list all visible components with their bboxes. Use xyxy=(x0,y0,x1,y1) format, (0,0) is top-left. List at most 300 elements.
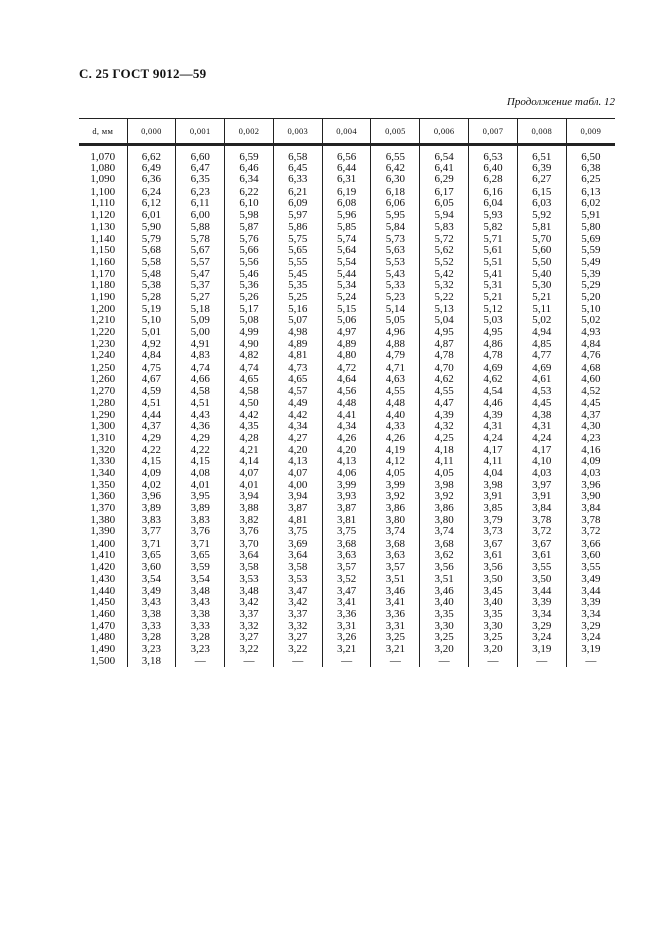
table-row xyxy=(79,198,615,209)
diameter-cell: 1,210 xyxy=(90,314,116,327)
value-cell: 5,32 xyxy=(420,280,469,291)
value-cell: 3,94 xyxy=(273,491,322,502)
value-cell: 4,62 xyxy=(469,374,518,385)
value-cell: 4,42 xyxy=(225,410,274,421)
value-cell: — xyxy=(371,656,420,667)
value-cell: 5,58 xyxy=(127,256,176,269)
value-cell: 4,86 xyxy=(469,339,518,350)
value-cell: 6,49 xyxy=(127,163,176,174)
diameter-cell: 1,230 xyxy=(90,338,116,351)
value-cell: 5,80 xyxy=(566,221,615,234)
value-cell: 3,26 xyxy=(322,632,371,643)
value-cell: 5,90 xyxy=(127,221,176,234)
diameter-cell: 1,160 xyxy=(90,256,116,269)
value-cell: 3,19 xyxy=(566,643,615,656)
diameter-cell: 1,120 xyxy=(90,208,116,221)
value-cell: 3,73 xyxy=(469,526,518,537)
value-cell: 3,72 xyxy=(517,526,566,537)
value-cell: 6,54 xyxy=(420,152,469,163)
value-cell: 6,24 xyxy=(127,186,176,199)
value-cell: 3,38 xyxy=(127,608,176,621)
value-cell: 5,35 xyxy=(273,280,322,291)
value-cell: 4,89 xyxy=(322,339,371,350)
diameter-cell: 1,480 xyxy=(90,631,116,644)
value-cell: 3,87 xyxy=(273,502,322,515)
value-cell: 5,95 xyxy=(371,210,420,221)
value-cell: 5,82 xyxy=(469,221,518,234)
value-cell: 5,33 xyxy=(371,280,420,291)
value-cell: 5,65 xyxy=(273,245,322,256)
value-cell: 4,49 xyxy=(273,397,322,410)
value-cell: 4,19 xyxy=(371,445,420,456)
value-cell: 4,24 xyxy=(469,432,518,445)
value-cell: 4,69 xyxy=(469,362,518,375)
value-cell: 6,28 xyxy=(469,174,518,185)
value-cell: 6,17 xyxy=(420,186,469,199)
value-cell: 5,75 xyxy=(273,234,322,245)
value-cell: 3,28 xyxy=(127,632,176,643)
value-cell: 3,94 xyxy=(225,491,274,502)
value-cell: 4,78 xyxy=(469,350,518,361)
value-cell: 4,53 xyxy=(517,386,566,397)
value-cell: 5,93 xyxy=(469,210,518,221)
value-cell: 5,56 xyxy=(225,256,274,269)
value-cell: 5,70 xyxy=(517,234,566,245)
value-cell: 5,92 xyxy=(517,210,566,221)
diameter-cell: 1,110 xyxy=(90,197,115,210)
value-cell: 3,32 xyxy=(273,621,322,632)
value-cell: 4,67 xyxy=(127,374,176,385)
value-cell: 4,28 xyxy=(225,432,274,445)
value-cell: 3,65 xyxy=(127,550,176,561)
value-cell: — xyxy=(225,656,274,667)
table-row xyxy=(79,245,615,256)
value-cell: 4,62 xyxy=(420,374,469,385)
value-cell: 3,71 xyxy=(176,538,225,551)
value-cell: 5,21 xyxy=(517,291,566,304)
value-cell: 6,15 xyxy=(517,186,566,199)
value-cell: 3,97 xyxy=(517,480,566,491)
value-cell: 3,51 xyxy=(371,573,420,586)
value-cell: 6,22 xyxy=(225,186,274,199)
value-cell: 5,22 xyxy=(420,291,469,304)
diameter-cell: 1,180 xyxy=(90,279,116,292)
value-cell: 4,45 xyxy=(566,397,615,410)
value-cell: 3,48 xyxy=(176,586,225,597)
value-cell: 3,80 xyxy=(420,515,469,526)
value-cell: 3,55 xyxy=(517,562,566,573)
value-cell: 3,53 xyxy=(273,573,322,586)
diameter-cell: 1,370 xyxy=(90,502,116,515)
value-cell: 4,24 xyxy=(517,432,566,445)
value-cell: 3,48 xyxy=(225,586,274,597)
value-cell: 6,34 xyxy=(225,174,274,185)
value-cell: 4,45 xyxy=(517,397,566,410)
value-cell: 3,71 xyxy=(127,538,176,551)
value-cell: 5,06 xyxy=(322,315,371,326)
value-cell: 4,38 xyxy=(517,410,566,421)
value-cell: — xyxy=(322,656,371,667)
value-cell: 6,59 xyxy=(225,152,274,163)
value-cell: 4,07 xyxy=(273,467,322,480)
value-cell: 6,36 xyxy=(127,174,176,185)
column-header: 0,004 xyxy=(322,119,371,145)
value-cell: 6,04 xyxy=(469,198,518,209)
value-cell: 6,23 xyxy=(176,186,225,199)
value-cell: 6,60 xyxy=(176,152,225,163)
diameter-cell: 1,450 xyxy=(90,595,116,608)
diameter-cell: 1,140 xyxy=(90,232,116,245)
diameter-cell: 1,090 xyxy=(90,173,116,186)
value-cell: 4,10 xyxy=(517,456,566,467)
value-cell: 3,24 xyxy=(566,632,615,643)
table-row xyxy=(79,315,615,326)
value-cell: 3,44 xyxy=(566,586,615,597)
table-row xyxy=(79,397,615,410)
value-cell: 4,08 xyxy=(176,467,225,480)
value-cell: 5,03 xyxy=(469,315,518,326)
diameter-cell: 1,190 xyxy=(90,291,116,304)
value-cell: 4,11 xyxy=(420,456,469,467)
value-cell: 4,52 xyxy=(566,386,615,397)
value-cell: 3,96 xyxy=(127,491,176,502)
value-cell: 6,01 xyxy=(127,210,176,221)
value-cell: 5,55 xyxy=(273,256,322,269)
value-cell: 3,50 xyxy=(517,573,566,586)
value-cell: 3,37 xyxy=(225,608,274,621)
value-cell: 4,73 xyxy=(273,362,322,375)
value-cell: 4,51 xyxy=(176,397,225,410)
table-row xyxy=(79,174,615,185)
value-cell: 3,65 xyxy=(176,550,225,561)
value-cell: 4,98 xyxy=(273,326,322,339)
value-cell: 5,38 xyxy=(127,280,176,291)
value-cell: 5,40 xyxy=(517,269,566,280)
value-cell: 5,62 xyxy=(420,245,469,256)
value-cell: 3,59 xyxy=(176,562,225,573)
value-cell: 4,82 xyxy=(225,350,274,361)
value-cell: 6,02 xyxy=(566,198,615,209)
value-cell: 4,48 xyxy=(322,397,371,410)
value-cell: 4,33 xyxy=(371,421,420,432)
value-cell: 3,24 xyxy=(517,632,566,643)
value-cell: 3,36 xyxy=(322,608,371,621)
value-cell: 4,31 xyxy=(517,421,566,432)
value-cell: 5,02 xyxy=(517,315,566,326)
value-cell: 4,95 xyxy=(469,326,518,339)
value-cell: 3,35 xyxy=(469,608,518,621)
value-cell: 3,83 xyxy=(127,515,176,526)
value-cell: — xyxy=(176,656,225,667)
value-cell: 5,97 xyxy=(273,210,322,221)
value-cell: 4,06 xyxy=(322,467,371,480)
value-cell: 4,39 xyxy=(420,410,469,421)
value-cell: 3,76 xyxy=(176,526,225,537)
value-cell: 4,31 xyxy=(469,421,518,432)
value-cell: 3,95 xyxy=(176,491,225,502)
value-cell: 3,82 xyxy=(225,515,274,526)
value-cell: 3,69 xyxy=(273,538,322,551)
value-cell: 5,00 xyxy=(176,326,225,339)
value-cell: 5,19 xyxy=(127,304,176,315)
value-cell: 3,44 xyxy=(517,586,566,597)
value-cell: 6,47 xyxy=(176,163,225,174)
value-cell: 6,29 xyxy=(420,174,469,185)
value-cell: 4,55 xyxy=(371,386,420,397)
value-cell: 3,21 xyxy=(371,643,420,656)
column-header: 0,005 xyxy=(371,119,420,145)
value-cell: 3,58 xyxy=(273,562,322,573)
value-cell: 4,72 xyxy=(322,362,371,375)
value-cell: 4,70 xyxy=(420,362,469,375)
value-cell: 3,54 xyxy=(127,573,176,586)
value-cell: 4,76 xyxy=(566,350,615,361)
value-cell: 5,53 xyxy=(371,256,420,269)
value-cell: 3,74 xyxy=(420,526,469,537)
value-cell: 4,63 xyxy=(371,374,420,385)
value-cell: 3,27 xyxy=(225,632,274,643)
diameter-cell: 1,490 xyxy=(90,643,116,656)
value-cell: 3,68 xyxy=(322,538,371,551)
value-cell: 3,36 xyxy=(371,608,420,621)
value-cell: 3,87 xyxy=(322,502,371,515)
value-cell: 4,01 xyxy=(225,480,274,491)
value-cell: 4,32 xyxy=(420,421,469,432)
column-header: 0,007 xyxy=(469,119,518,145)
value-cell: 3,41 xyxy=(371,597,420,608)
value-cell: 3,34 xyxy=(517,608,566,621)
value-cell: 4,20 xyxy=(273,445,322,456)
value-cell: 3,57 xyxy=(322,562,371,573)
table-row xyxy=(79,374,615,385)
value-cell: 5,28 xyxy=(127,291,176,304)
value-cell: 3,96 xyxy=(566,480,615,491)
value-cell: 3,91 xyxy=(469,491,518,502)
value-cell: 4,05 xyxy=(420,467,469,480)
value-cell: 6,62 xyxy=(127,152,176,163)
value-cell: 4,36 xyxy=(176,421,225,432)
value-cell: 4,41 xyxy=(322,410,371,421)
value-cell: 6,10 xyxy=(225,198,274,209)
value-cell: 5,11 xyxy=(517,304,566,315)
value-cell: 5,63 xyxy=(371,245,420,256)
value-cell: 5,86 xyxy=(273,221,322,234)
value-cell: 4,80 xyxy=(322,350,371,361)
value-cell: 5,14 xyxy=(371,304,420,315)
value-cell: 3,72 xyxy=(566,526,615,537)
value-cell: 6,50 xyxy=(566,152,615,163)
value-cell: 4,54 xyxy=(469,386,518,397)
value-cell: 5,04 xyxy=(420,315,469,326)
value-cell: 3,43 xyxy=(127,597,176,608)
value-cell: 5,29 xyxy=(566,280,615,291)
value-cell: 3,62 xyxy=(420,550,469,561)
value-cell: 4,85 xyxy=(517,339,566,350)
value-cell: 5,79 xyxy=(127,234,176,245)
value-cell: 6,35 xyxy=(176,174,225,185)
value-cell: 4,61 xyxy=(517,374,566,385)
value-cell: 6,27 xyxy=(517,174,566,185)
value-cell: 4,15 xyxy=(176,456,225,467)
value-cell: 5,34 xyxy=(322,280,371,291)
value-cell: 3,79 xyxy=(469,515,518,526)
value-cell: 3,75 xyxy=(273,526,322,537)
column-header: 0,001 xyxy=(176,119,225,145)
diameter-cell: 1,250 xyxy=(90,361,116,374)
value-cell: 3,56 xyxy=(469,562,518,573)
value-cell: 4,34 xyxy=(273,421,322,432)
value-cell: 6,42 xyxy=(371,163,420,174)
value-cell: 5,50 xyxy=(517,256,566,269)
diameter-cell: 1,320 xyxy=(90,443,116,456)
value-cell: 3,46 xyxy=(420,586,469,597)
value-cell: 4,01 xyxy=(176,480,225,491)
value-cell: 3,32 xyxy=(225,621,274,632)
value-cell: 4,29 xyxy=(127,432,176,445)
value-cell: 5,31 xyxy=(469,280,518,291)
value-cell: 6,08 xyxy=(322,198,371,209)
diameter-cell: 1,170 xyxy=(90,267,116,280)
value-cell: 5,91 xyxy=(566,210,615,221)
value-cell: 4,03 xyxy=(566,467,615,480)
value-cell: 4,84 xyxy=(566,339,615,350)
value-cell: 5,10 xyxy=(566,304,615,315)
value-cell: 5,57 xyxy=(176,256,225,269)
diameter-cell: 1,280 xyxy=(90,396,116,409)
value-cell: 3,99 xyxy=(371,480,420,491)
value-cell: 5,26 xyxy=(225,291,274,304)
value-cell: 4,77 xyxy=(517,350,566,361)
value-cell: 4,22 xyxy=(176,445,225,456)
value-cell: 4,27 xyxy=(273,432,322,445)
value-cell: 5,84 xyxy=(371,221,420,234)
value-cell: 4,22 xyxy=(127,445,176,456)
value-cell: 5,68 xyxy=(127,245,176,256)
value-cell: 3,49 xyxy=(566,573,615,586)
value-cell: 3,31 xyxy=(371,621,420,632)
value-cell: 4,69 xyxy=(517,362,566,375)
value-cell: 4,18 xyxy=(420,445,469,456)
diameter-cell: 1,470 xyxy=(90,619,116,632)
value-cell: 5,72 xyxy=(420,234,469,245)
value-cell: 4,09 xyxy=(127,467,176,480)
value-cell: 5,64 xyxy=(322,245,371,256)
diameter-cell: 1,350 xyxy=(90,479,116,492)
value-cell: 6,53 xyxy=(469,152,518,163)
value-cell: 6,39 xyxy=(517,163,566,174)
value-cell: 3,23 xyxy=(176,643,225,656)
value-cell: 6,05 xyxy=(420,198,469,209)
diameter-cell: 1,100 xyxy=(90,185,116,198)
value-cell: 6,11 xyxy=(176,198,225,209)
value-cell: 5,21 xyxy=(469,291,518,304)
diameter-cell: 1,130 xyxy=(90,220,116,233)
value-cell: 4,13 xyxy=(273,456,322,467)
value-cell: 4,58 xyxy=(176,386,225,397)
value-cell: 5,52 xyxy=(420,256,469,269)
table-row xyxy=(79,210,615,221)
value-cell: 5,73 xyxy=(371,234,420,245)
table-row xyxy=(79,550,615,561)
value-cell: 3,29 xyxy=(566,621,615,632)
value-cell: 3,80 xyxy=(371,515,420,526)
value-cell: 5,66 xyxy=(225,245,274,256)
value-cell: 5,25 xyxy=(273,291,322,304)
column-header: 0,002 xyxy=(225,119,274,145)
value-cell: 5,39 xyxy=(566,269,615,280)
table-row xyxy=(79,256,615,269)
value-cell: 4,96 xyxy=(371,326,420,339)
value-cell: 4,17 xyxy=(517,445,566,456)
value-cell: 3,84 xyxy=(517,502,566,515)
table-row xyxy=(79,562,615,573)
diameter-cell: 1,330 xyxy=(90,455,116,468)
value-cell: 5,88 xyxy=(176,221,225,234)
value-cell: 5,60 xyxy=(517,245,566,256)
value-cell: 6,09 xyxy=(273,198,322,209)
value-cell: 4,94 xyxy=(517,326,566,339)
value-cell: 3,55 xyxy=(566,562,615,573)
value-cell: 5,13 xyxy=(420,304,469,315)
value-cell: 4,50 xyxy=(225,397,274,410)
value-cell: 4,51 xyxy=(127,397,176,410)
diameter-cell: 1,070 xyxy=(90,151,116,163)
value-cell: 4,37 xyxy=(127,421,176,432)
value-cell: 4,90 xyxy=(225,339,274,350)
value-cell: 4,48 xyxy=(371,397,420,410)
value-cell: 5,02 xyxy=(566,315,615,326)
value-cell: 6,30 xyxy=(371,174,420,185)
value-cell: 4,65 xyxy=(273,374,322,385)
value-cell: — xyxy=(517,656,566,667)
value-cell: 4,71 xyxy=(371,362,420,375)
value-cell: 4,92 xyxy=(127,339,176,350)
value-cell: 5,36 xyxy=(225,280,274,291)
value-cell: 4,21 xyxy=(225,445,274,456)
column-header: 0,003 xyxy=(273,119,322,145)
value-cell: 4,12 xyxy=(371,456,420,467)
value-cell: 3,33 xyxy=(176,621,225,632)
value-cell: 4,04 xyxy=(469,467,518,480)
value-cell: 4,42 xyxy=(273,410,322,421)
value-cell: 4,99 xyxy=(225,326,274,339)
value-cell: 4,84 xyxy=(127,350,176,361)
value-cell: 3,66 xyxy=(566,538,615,551)
table-body xyxy=(79,145,615,668)
value-cell: 3,21 xyxy=(322,643,371,656)
value-cell: 4,95 xyxy=(420,326,469,339)
value-cell: 5,07 xyxy=(273,315,322,326)
value-cell: 5,83 xyxy=(420,221,469,234)
value-cell: 3,99 xyxy=(322,480,371,491)
value-cell: 3,75 xyxy=(322,526,371,537)
value-cell: 5,08 xyxy=(225,315,274,326)
value-cell: 4,40 xyxy=(371,410,420,421)
value-cell: 3,58 xyxy=(225,562,274,573)
value-cell: 5,74 xyxy=(322,234,371,245)
value-cell: 3,34 xyxy=(566,608,615,621)
value-cell: 4,87 xyxy=(420,339,469,350)
table-caption: Продолжение табл. 12 xyxy=(506,96,615,108)
value-cell: 5,51 xyxy=(469,256,518,269)
diameter-cell: 1,260 xyxy=(90,373,116,386)
value-cell: 4,09 xyxy=(566,456,615,467)
value-cell: 3,25 xyxy=(371,632,420,643)
data-table xyxy=(79,118,615,667)
value-cell: 6,51 xyxy=(517,152,566,163)
value-cell: 4,64 xyxy=(322,374,371,385)
value-cell: 4,43 xyxy=(176,410,225,421)
